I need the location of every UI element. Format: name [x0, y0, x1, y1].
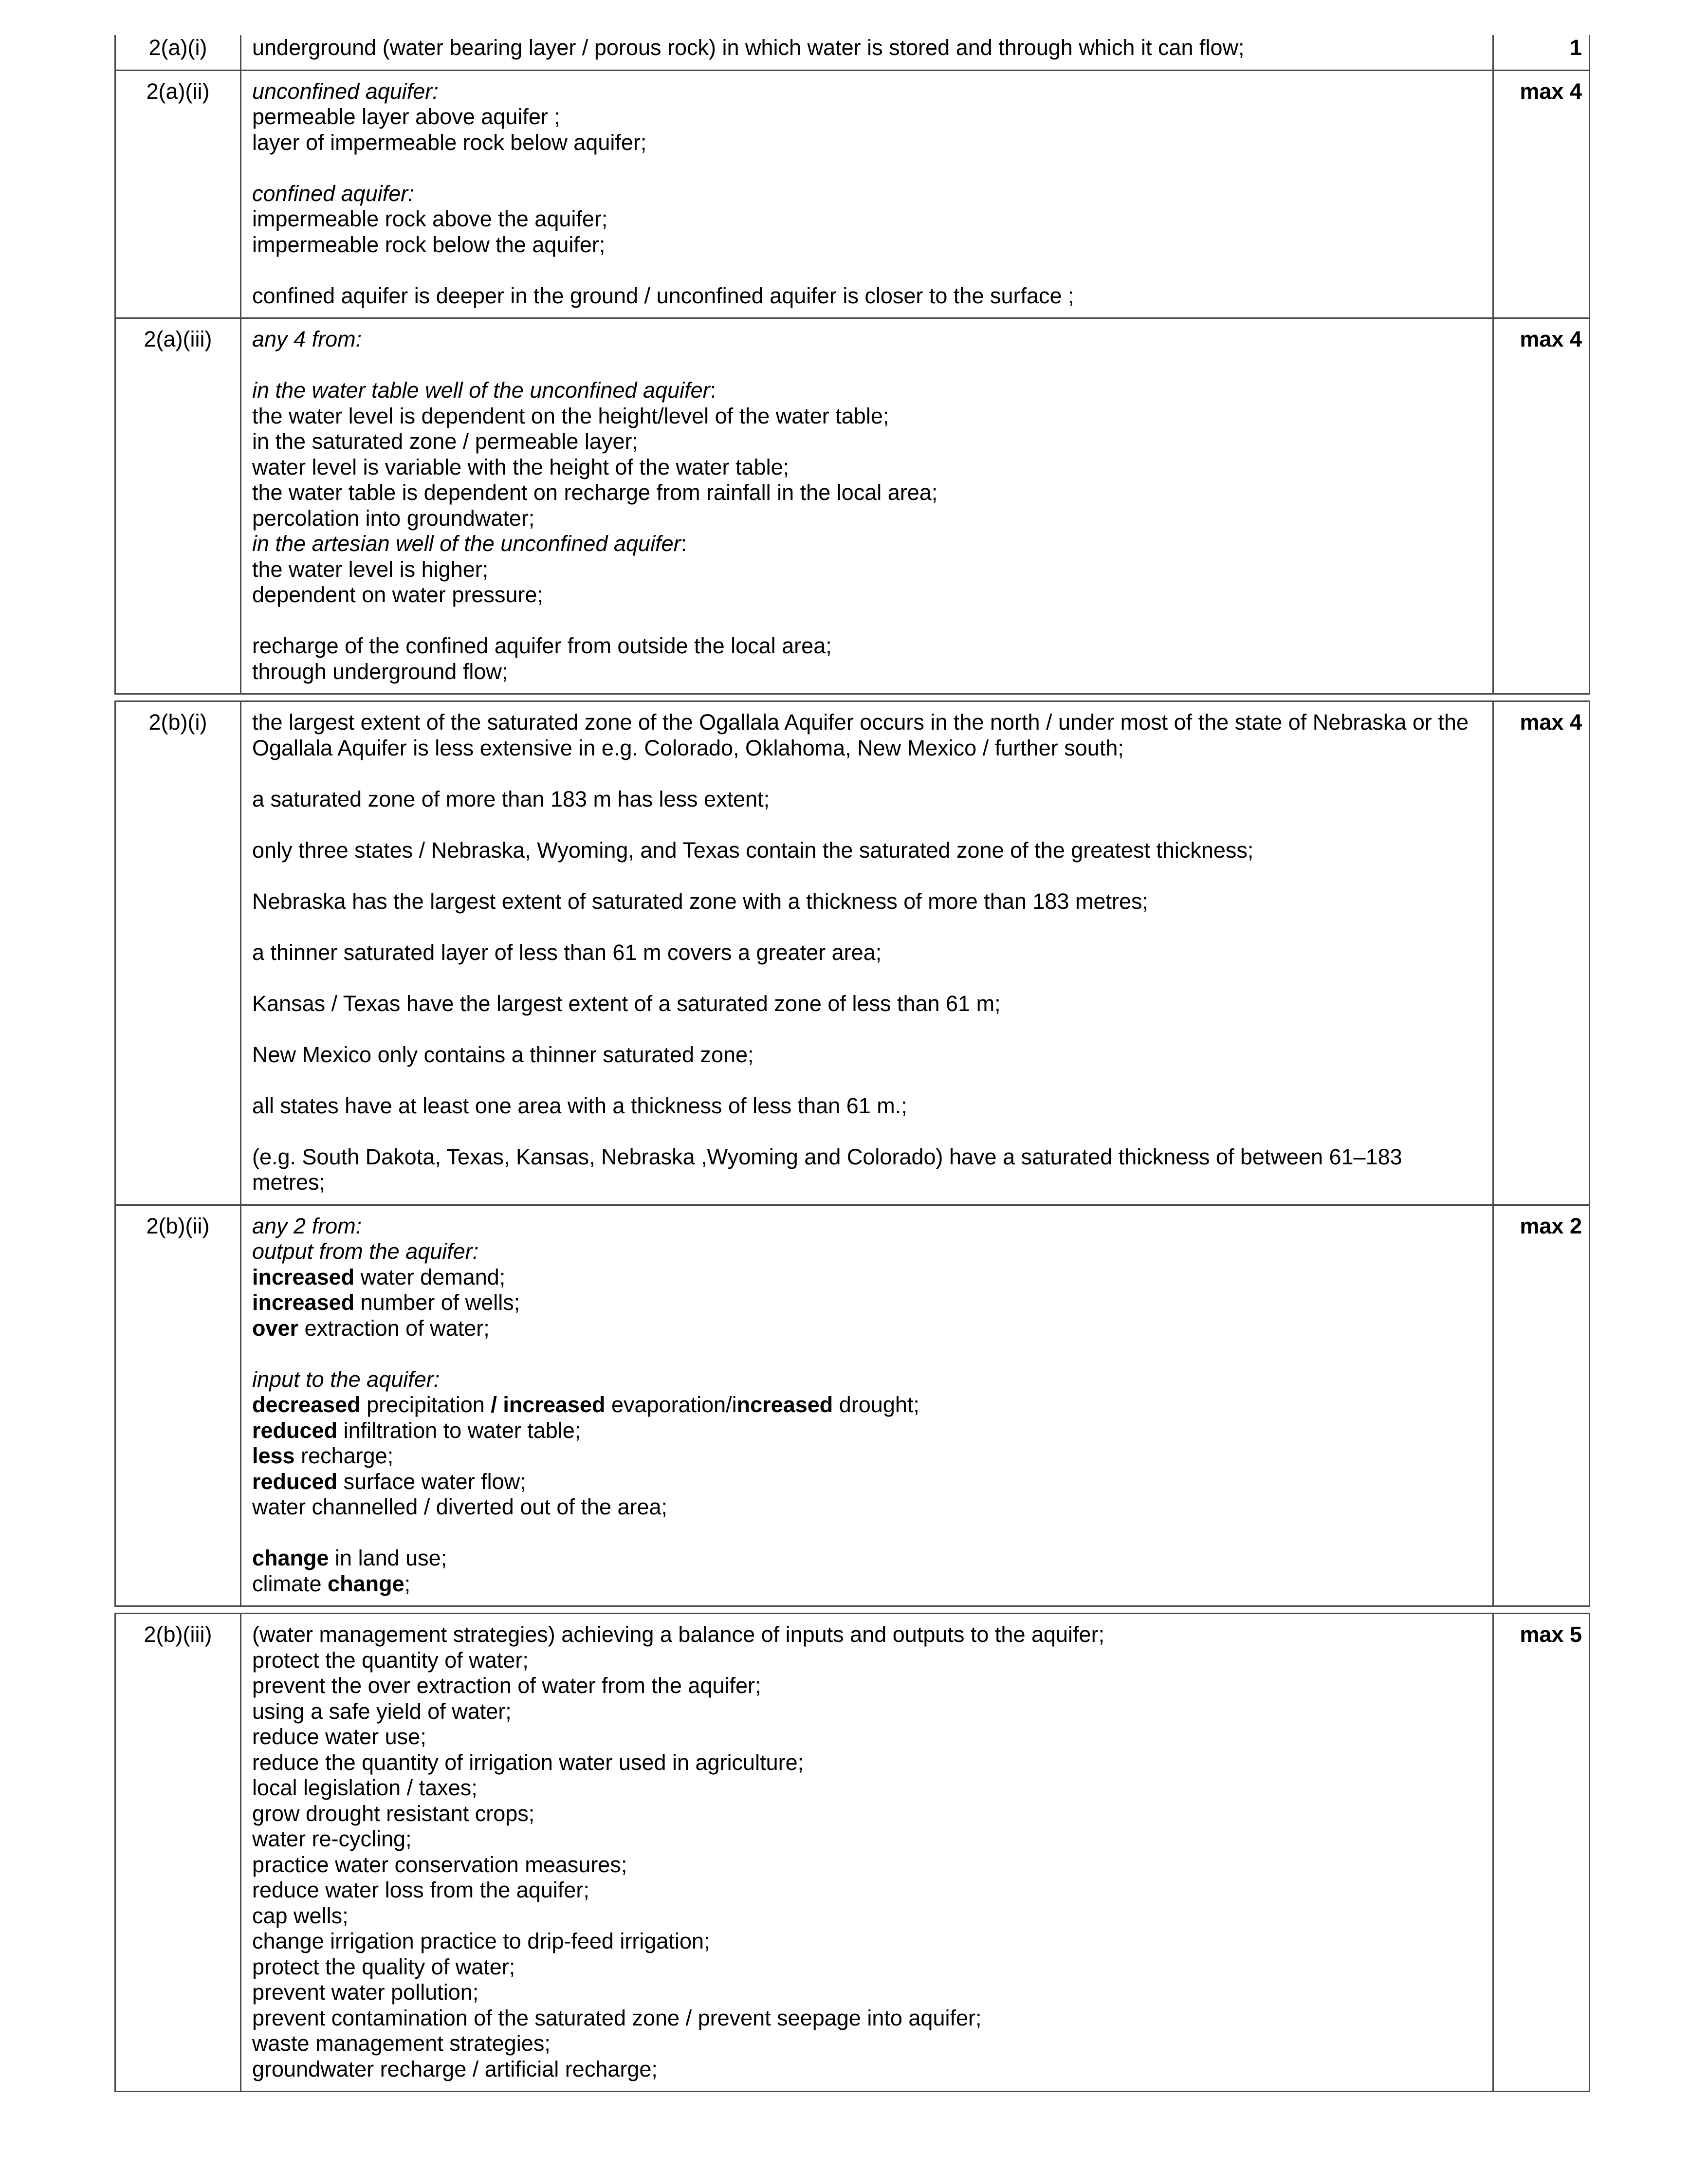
blank-line [252, 965, 1484, 991]
answer-cell [240, 71, 1494, 318]
answer-line [252, 940, 1484, 966]
answer-line [252, 1648, 1484, 1674]
text-run: (e.g. South Dakota, Texas, Kansas, Nebraska ,Wyoming and Colorado) have a saturated thickness of between 61–183 [252, 1144, 1402, 1169]
answer-line [252, 2031, 1484, 2057]
text-run: using a safe yield of water; [252, 1698, 512, 1724]
answer-line [252, 480, 1484, 506]
text-run: protect the quantity of water; [252, 1647, 529, 1673]
answer-line [252, 130, 1484, 156]
answer-line [252, 1877, 1484, 1903]
answer-line [252, 1418, 1484, 1444]
text-run: water demand; [354, 1264, 506, 1289]
italic-text: in the water table well of the unconfined aquifer [252, 378, 710, 403]
text-run: recharge; [294, 1443, 394, 1468]
answer-line [252, 1290, 1484, 1316]
text-run: in the saturated zone / permeable layer; [252, 429, 638, 454]
blank-line [252, 914, 1484, 940]
question-number: 2(b)(ii) [146, 1213, 210, 1238]
bold-text: reduced [252, 1417, 338, 1443]
text-run: ; [404, 1571, 411, 1596]
text-run: water level is variable with the height of the water table; [252, 454, 790, 479]
table-row [114, 317, 1590, 695]
text-run: prevent contamination of the saturated zone / prevent seepage into aquifer; [252, 2005, 982, 2030]
answer-line [252, 206, 1484, 232]
text-run: underground (water bearing layer / porous rock) in which water is stored and through which it can flow; [252, 35, 1245, 60]
table-row [114, 1204, 1590, 1607]
answer-line [252, 1980, 1484, 2006]
answer-line [252, 557, 1484, 583]
bold-text: increased [252, 1264, 355, 1289]
answer-line [252, 1144, 1484, 1170]
blank-line [252, 1068, 1484, 1093]
answer-line [252, 2006, 1484, 2031]
text-run: permeable layer above aquifer ; [252, 104, 560, 129]
text-run: the water level is higher; [252, 556, 489, 582]
blank-line [252, 352, 1484, 378]
text-run: number of wells; [354, 1290, 520, 1315]
text-run: New Mexico only contains a thinner saturated zone; [252, 1042, 754, 1067]
text-run: reduce the quantity of irrigation water used in agriculture; [252, 1749, 804, 1775]
answer-line [252, 1699, 1484, 1725]
blank-line [252, 863, 1484, 889]
text-run: groundwater recharge / artificial recharge; [252, 2056, 658, 2081]
text-run: Ogallala Aquifer is less extensive in e.g. Colorado, Oklahoma, New Mexico / further south; [252, 735, 1124, 760]
text-run: recharge of the confined aquifer from outside the local area; [252, 633, 832, 658]
question-number: 2(b)(iii) [144, 1622, 212, 1647]
text-run: protect the quality of water; [252, 1954, 515, 1979]
answer-line [252, 1801, 1484, 1827]
answer-line [252, 1469, 1484, 1495]
answer-line [252, 531, 1484, 557]
answer-line [252, 787, 1484, 812]
answer-cell [240, 1614, 1494, 2091]
bold-text: change [328, 1571, 404, 1596]
answer-line [252, 1903, 1484, 1929]
question-number: 2(a)(i) [148, 35, 207, 60]
answer-line [252, 1571, 1484, 1597]
text-run: water channelled / diverted out of the area; [252, 1494, 668, 1519]
text-run: through underground flow; [252, 659, 508, 684]
blank-line [252, 155, 1484, 181]
text-run: local legislation / taxes; [252, 1775, 478, 1800]
answer-line [252, 1852, 1484, 1878]
text-run: : [710, 378, 716, 403]
blank-line [252, 761, 1484, 787]
answer-line [252, 838, 1484, 864]
question-number: 2(a)(ii) [146, 78, 210, 104]
blank-line [252, 812, 1484, 838]
answer-line [252, 327, 1484, 352]
text-run: the largest extent of the saturated zone of the Ogallala Aquifer occurs in the north / under most of the state of Nebraska or the [252, 710, 1469, 735]
answer-line [252, 1042, 1484, 1068]
marks-cell: max 2 [1520, 1213, 1582, 1238]
text-run: Kansas / Texas have the largest extent of a saturated zone of less than 61 m; [252, 991, 1001, 1016]
bold-text: ncreased [736, 1392, 833, 1417]
mark-scheme-table [114, 35, 1590, 2092]
answer-cell [240, 319, 1494, 693]
text-run: the water table is dependent on recharge from rainfall in the local area; [252, 480, 938, 505]
answer-line [252, 1546, 1484, 1571]
bold-text: decreased [252, 1392, 361, 1417]
table-row [114, 700, 1590, 1206]
question-number: 2(b)(i) [148, 710, 207, 735]
italic-text: output from the aquifer: [252, 1239, 479, 1264]
answer-line [252, 736, 1484, 761]
answer-line [252, 283, 1484, 309]
text-run: the water level is dependent on the height/level of the water table; [252, 403, 889, 428]
answer-line [252, 1622, 1484, 1648]
text-run: grow drought resistant crops; [252, 1801, 535, 1826]
bold-text: increased [252, 1290, 355, 1315]
answer-line [252, 1954, 1484, 1980]
blank-line [252, 1016, 1484, 1042]
italic-text: in the artesian well of the unconfined aquifer [252, 531, 681, 556]
text-run: impermeable rock above the aquifer; [252, 206, 608, 231]
answer-line [252, 659, 1484, 685]
italic-text: input to the aquifer: [252, 1366, 440, 1392]
answer-line [252, 506, 1484, 532]
text-run: drought; [833, 1392, 919, 1417]
answer-line [252, 991, 1484, 1017]
marks-cell: max 4 [1520, 327, 1582, 351]
answer-line [252, 104, 1484, 130]
answer-line [252, 1724, 1484, 1750]
bold-text: / increased [491, 1392, 606, 1417]
answer-line [252, 429, 1484, 455]
answer-line [252, 633, 1484, 659]
table-row [114, 1613, 1590, 2092]
text-run: practice water conservation measures; [252, 1852, 627, 1877]
answer-line [252, 1316, 1484, 1342]
answer-line [252, 378, 1484, 404]
text-run: cap wells; [252, 1903, 349, 1928]
text-run: precipitation [360, 1392, 491, 1417]
answer-line [252, 79, 1484, 105]
answer-line [252, 1392, 1484, 1418]
blank-line [252, 608, 1484, 634]
italic-text: unconfined aquifer: [252, 78, 439, 104]
text-run: all states have at least one area with a thickness of less than 61 m.; [252, 1093, 907, 1118]
answer-line [252, 404, 1484, 429]
answer-line [252, 1673, 1484, 1699]
text-run: : [680, 531, 687, 556]
text-run: metres; [252, 1170, 326, 1195]
answer-line [252, 2057, 1484, 2082]
answer-line [252, 1265, 1484, 1290]
text-run: layer of impermeable rock below aquifer; [252, 129, 647, 155]
answer-line [252, 35, 1484, 61]
answer-line [252, 1170, 1484, 1196]
text-run: surface water flow; [337, 1469, 526, 1494]
text-run: (water management strategies) achieving a balance of inputs and outputs to the aquifer; [252, 1622, 1105, 1647]
blank-line [252, 1119, 1484, 1144]
text-run: dependent on water pressure; [252, 582, 543, 607]
bold-text: less [252, 1443, 295, 1468]
text-run: change irrigation practice to drip-feed irrigation; [252, 1929, 710, 1953]
answer-line [252, 181, 1484, 207]
answer-line [252, 1775, 1484, 1801]
text-run: prevent the over extraction of water from the aquifer; [252, 1673, 761, 1698]
answer-line [252, 1214, 1484, 1239]
answer-line [252, 1494, 1484, 1520]
text-run: Nebraska has the largest extent of saturated zone with a thickness of more than 183 metres; [252, 888, 1149, 914]
blank-line [252, 1520, 1484, 1546]
table-row [114, 70, 1590, 319]
answer-line [252, 1750, 1484, 1776]
blank-line [252, 258, 1484, 283]
text-run: prevent water pollution; [252, 1980, 479, 2005]
answer-line [252, 710, 1484, 736]
text-run: in land use; [329, 1546, 447, 1570]
answer-line [252, 232, 1484, 258]
text-run: a thinner saturated layer of less than 61 m covers a greater area; [252, 939, 882, 965]
answer-line [252, 1367, 1484, 1393]
text-run: waste management strategies; [252, 2031, 551, 2056]
bold-text: over [252, 1315, 299, 1341]
text-run: reduce water use; [252, 1724, 426, 1749]
text-run: evaporation/i [605, 1392, 737, 1417]
answer-cell [240, 35, 1494, 70]
text-run: confined aquifer is deeper in the ground / unconfined aquifer is closer to the surface ; [252, 283, 1074, 308]
answer-line [252, 582, 1484, 608]
marks-cell: max 5 [1520, 1622, 1582, 1647]
italic-text: confined aquifer: [252, 181, 414, 206]
text-run: impermeable rock below the aquifer; [252, 232, 606, 257]
text-run: climate [252, 1571, 328, 1596]
text-run: a saturated zone of more than 183 m has less extent; [252, 786, 770, 811]
answer-line [252, 1093, 1484, 1119]
marks-cell: max 4 [1520, 78, 1582, 104]
table-row [114, 35, 1590, 71]
answer-line [252, 1443, 1484, 1469]
italic-text: any 4 from: [252, 327, 362, 351]
blank-line [252, 1341, 1484, 1367]
text-run: water re-cycling; [252, 1826, 412, 1851]
question-number: 2(a)(iii) [144, 327, 212, 351]
answer-line [252, 1239, 1484, 1265]
marks-cell: max 4 [1520, 710, 1582, 735]
answer-cell [240, 1206, 1494, 1606]
text-run: percolation into groundwater; [252, 505, 535, 531]
answer-cell [240, 702, 1494, 1204]
answer-line [252, 1929, 1484, 1954]
answer-line [252, 455, 1484, 480]
text-run: reduce water loss from the aquifer; [252, 1877, 589, 1902]
answer-line [252, 889, 1484, 915]
text-run: only three states / Nebraska, Wyoming, and Texas contain the saturated zone of the greatest thickness; [252, 837, 1254, 863]
bold-text: reduced [252, 1469, 338, 1494]
italic-text: any 2 from: [252, 1213, 362, 1238]
text-run: infiltration to water table; [337, 1417, 581, 1443]
text-run: extraction of water; [298, 1315, 490, 1341]
bold-text: change [252, 1546, 329, 1570]
answer-line [252, 1826, 1484, 1852]
marks-cell: 1 [1569, 35, 1582, 60]
